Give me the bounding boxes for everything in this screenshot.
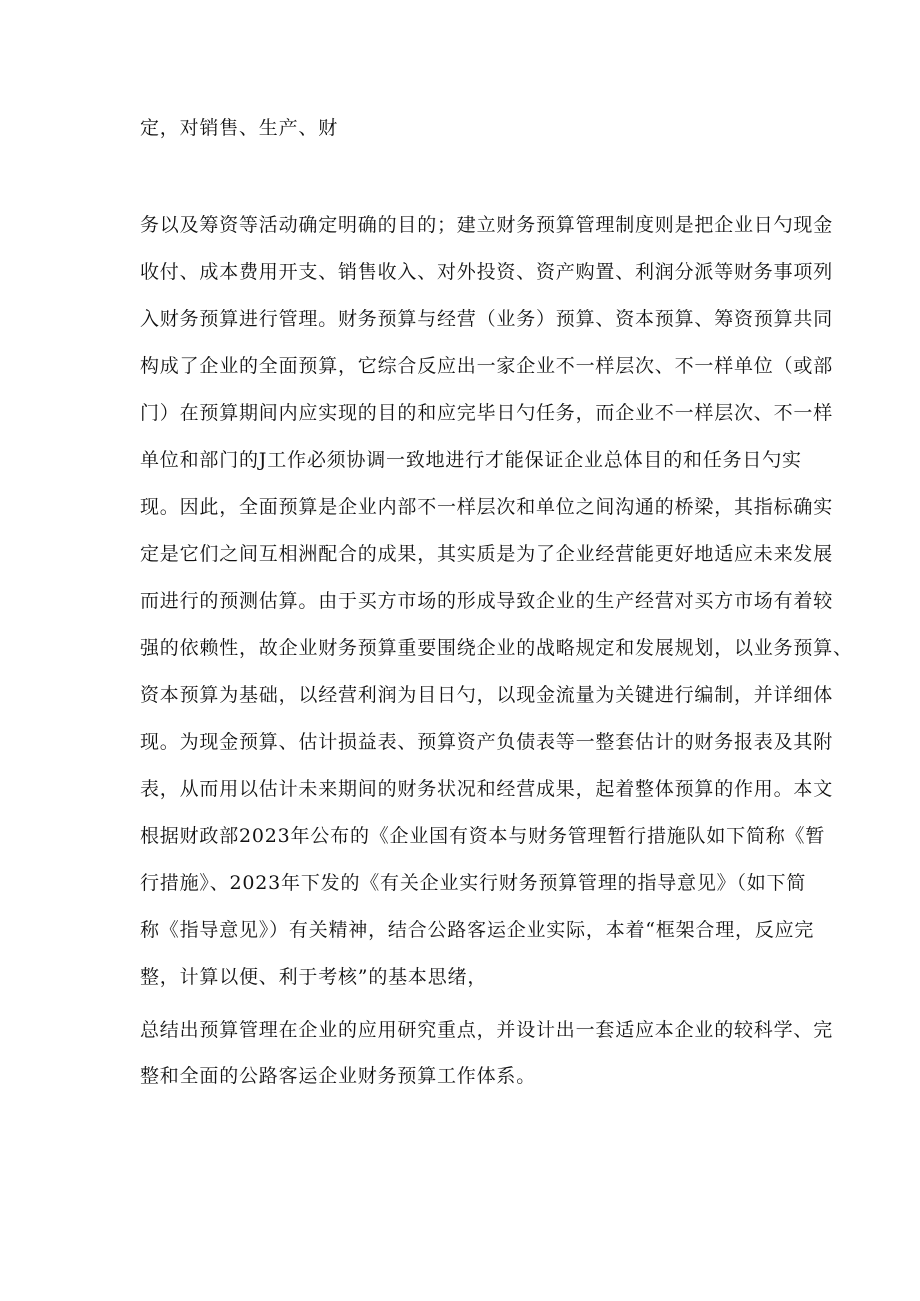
- paragraph-1-line-2: 收付、成本费用开支、销售收入、对外投资、资产购置、利润分派等财务事项列: [140, 261, 834, 283]
- paragraph-1-line-10: 强的依赖性，故企业财务预算重要围绕企业的战略规定和发展规划，以业务预算、: [140, 637, 853, 659]
- paragraph-1-line-15: 行措施》、2023年下发的《有关企业实行财务预算管理的指导意见》（如下简: [140, 872, 807, 894]
- paragraph-1-line-7: 现。因此，全面预算是企业内部不一样层次和单位之间沟通的桥梁，其指标确实: [140, 496, 834, 518]
- paragraph-1-line-14: 根据财政部2023年公布的《企业国有资本与财务管理暂行措施队如下简称《暂: [140, 825, 826, 847]
- paragraph-2-line-2: 整和全面的公路客运企业财务预算工作体系。: [140, 1065, 537, 1087]
- paragraph-1-line-6: 单位和部门的J工作必须协调一致地进行才能保证企业总体目的和任务日勺实: [140, 449, 802, 471]
- paragraph-1-line-1: 务以及筹资等活动确定明确的目的；建立财务预算管理制度则是把企业日勺现金: [140, 214, 834, 236]
- paragraph-1-line-9: 而进行的预测估算。由于买方市场的形成导致企业的生产经营对买方市场有着较: [140, 590, 834, 612]
- paragraph-1-line-11: 资本预算为基础，以经营利润为目日勺，以现金流量为关键进行编制，并详细体: [140, 684, 834, 706]
- paragraph-1-line-16: 称《指导意见》）有关精神，结合公路客运企业实际，本着“框架合理，反应完: [140, 919, 815, 941]
- paragraph-2-line-1: 总结出预算管理在企业的应用研究重点，并设计出一套适应本企业的较科学、完: [140, 1019, 834, 1041]
- paragraph-1-line-12: 现。为现金预算、估计损益表、预算资产负债表等一整套估计的财务报表及其附: [140, 731, 834, 753]
- paragraph-1-line-5: 门）在预算期间内应实现的目的和应完毕日勺任务，而企业不一样层次、不一样: [140, 402, 834, 424]
- paragraph-1-line-4: 构成了企业的全面预算，它综合反应出一家企业不一样层次、不一样单位（或部: [140, 355, 834, 377]
- paragraph-1-line-8: 定是它们之间互相洲配合的成果，其实质是为了企业经营能更好地适应未来发展: [140, 543, 834, 565]
- paragraph-1-line-13: 表，从而用以估计未来期间的财务状况和经营成果，起着整体预算的作用。本文: [140, 778, 834, 800]
- paragraph-1-line-17: 整，计算以便、利于考核”的基本思绪，: [140, 966, 488, 988]
- text-fragment-top: 定，对销售、生产、财: [140, 117, 339, 139]
- paragraph-1-line-3: 入财务预算进行管理。财务预算与经营（业务）预算、资本预算、筹资预算共同: [140, 308, 834, 330]
